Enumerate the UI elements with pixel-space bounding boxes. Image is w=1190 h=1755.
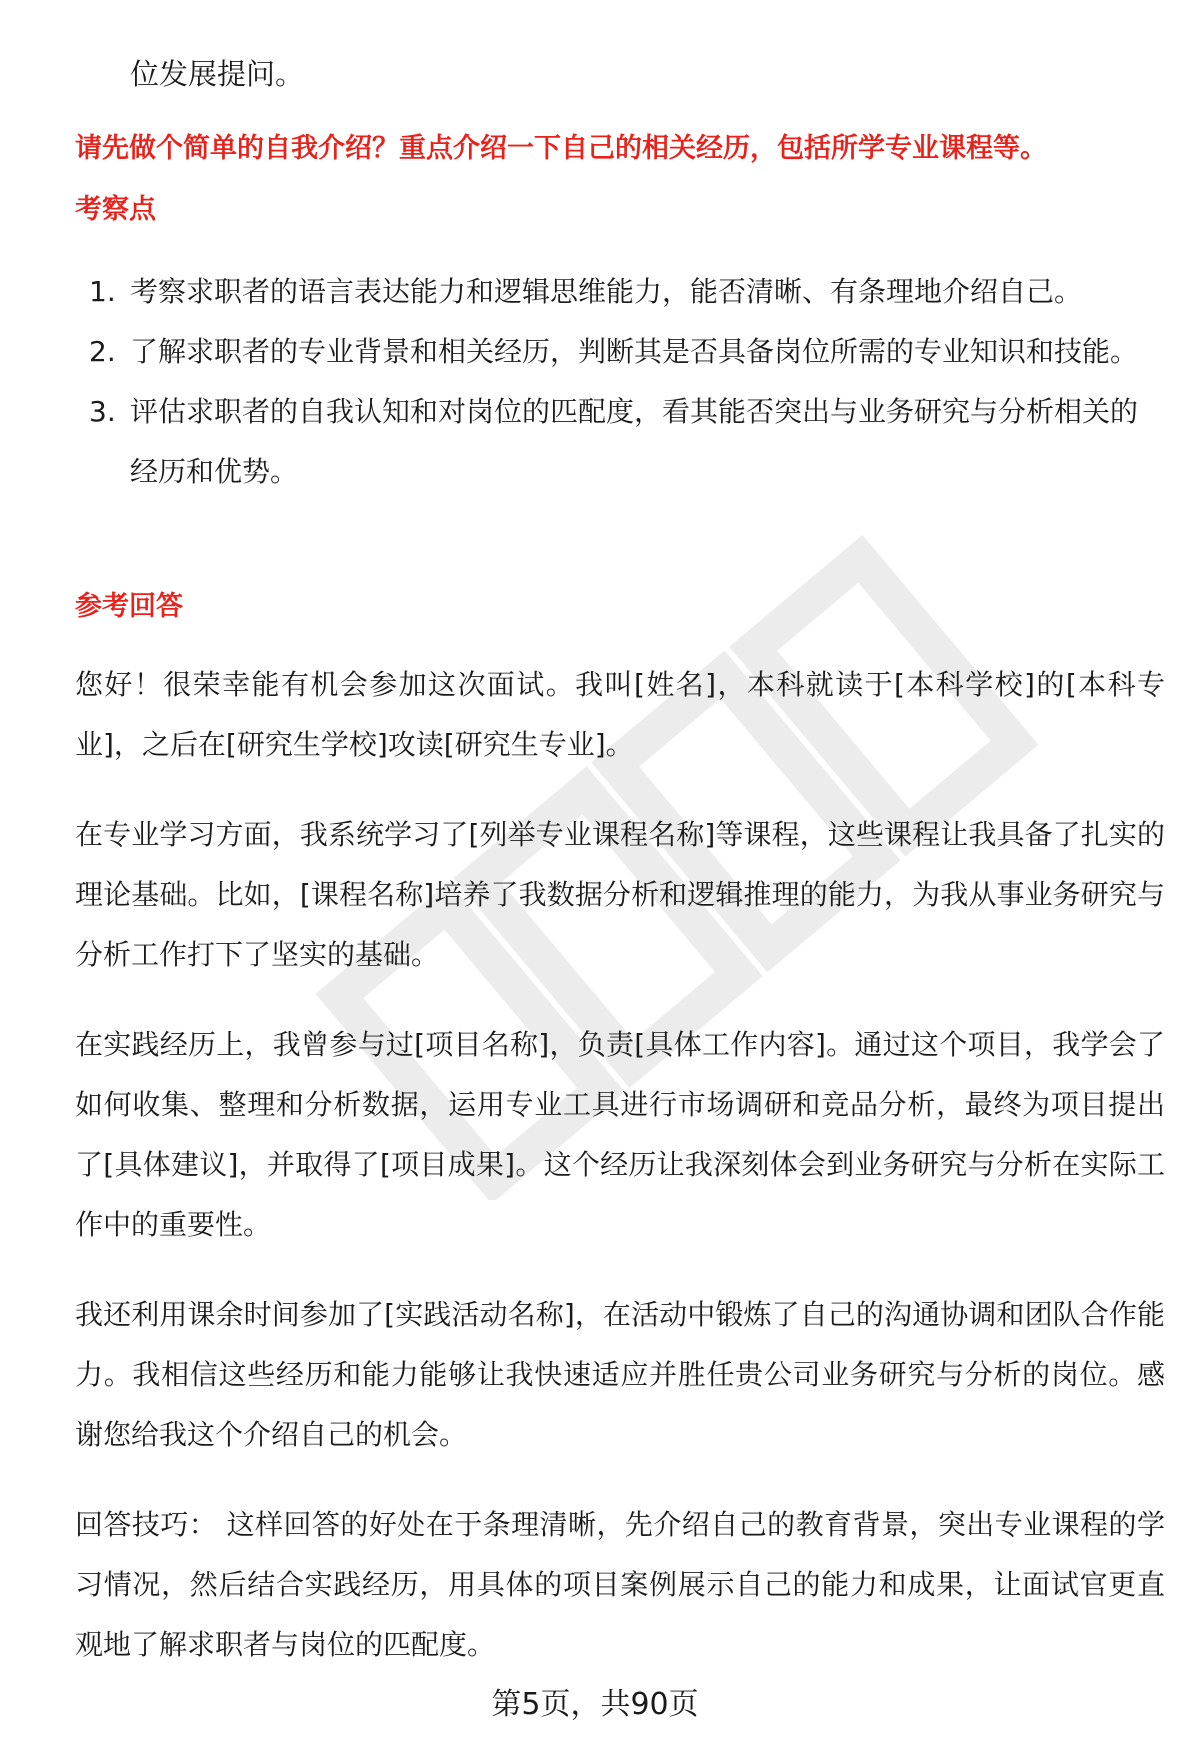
section-heading-assessment-points: 考察点 (75, 194, 156, 225)
list-text: 了解求职者的专业背景和相关经历，判断其是否具备岗位所需的专业知识和技能。 (130, 335, 1139, 368)
list-item (75, 382, 1165, 502)
list-text: 评估求职者的自我认知和对岗位的匹配度，看其能否突出与业务研究与分析相关的经历和优势。 (130, 395, 1139, 488)
answer-paragraph: 在专业学习方面，我系统学习了[列举专业课程名称]等课程，这些课程让我具备了扎实的理论基础。比如，[课程名称]培养了我数据分析和逻辑推理的能力，为我从事业务研究与分析工作打下了坚实的基础。 (75, 818, 1165, 971)
list-number: 3. (89, 395, 116, 428)
list-item (75, 322, 1165, 382)
list-number: 1. (89, 275, 116, 308)
section-heading-reference-answer: 参考回答 (75, 591, 183, 622)
reference-answer-body (75, 655, 1165, 1705)
page-number-footer: 第5页，共90页 (491, 1687, 699, 1722)
continuation-text: 位发展提问。 (130, 57, 305, 91)
answer-tips-paragraph: 回答技巧： 这样回答的好处在于条理清晰，先介绍自己的教育背景，突出专业课程的学习情况，然后结合实践经历，用具体的项目案例展示自己的能力和成果，让面试官更直观地了解求职者与岗位的匹配度。 (75, 1508, 1165, 1661)
answer-paragraph: 您好！很荣幸能有机会参加这次面试。我叫[姓名]，本科就读于[本科学校]的[本科专业]，之后在[研究生学校]攻读[研究生专业]。 (75, 668, 1165, 761)
list-number: 2. (89, 335, 116, 368)
answer-paragraph: 在实践经历上，我曾参与过[项目名称]，负责[具体工作内容]。通过这个项目，我学会了如何收集、整理和分析数据，运用专业工具进行市场调研和竞品分析，最终为项目提出了[具体建议]，并取得了[项目成果]。这个经历让我深刻体会到业务研究与分析在实际工作中的重要性。 (75, 1028, 1165, 1241)
interview-question: 请先做个简单的自我介绍？重点介绍一下自己的相关经历，包括所学专业课程等。 (75, 133, 1047, 164)
list-item (75, 262, 1165, 322)
assessment-points-list (75, 262, 1165, 502)
list-text: 考察求职者的语言表达能力和逻辑思维能力，能否清晰、有条理地介绍自己。 (130, 275, 1083, 308)
answer-paragraph: 我还利用课余时间参加了[实践活动名称]，在活动中锻炼了自己的沟通协调和团队合作能力。我相信这些经历和能力能够让我快速适应并胜任贵公司业务研究与分析的岗位。感谢您给我这个介绍自己的机会。 (75, 1298, 1165, 1451)
